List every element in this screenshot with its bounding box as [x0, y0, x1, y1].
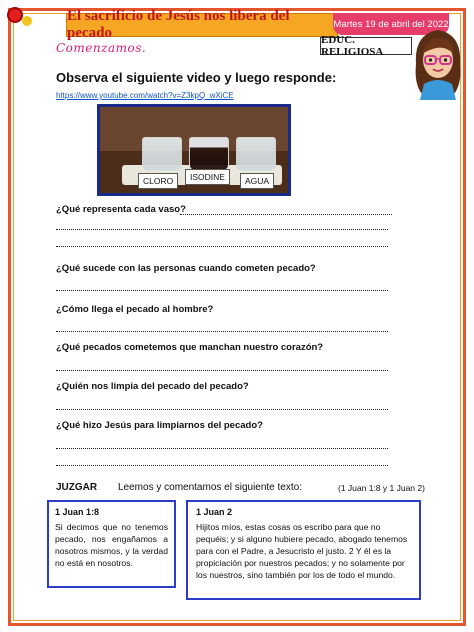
passage-box-1: [47, 500, 176, 588]
passage-box-2: [186, 500, 421, 600]
question-5: ¿Quién nos limpia del pecado del pecado?: [56, 381, 249, 392]
label-cloro: CLORO: [138, 173, 178, 189]
glass-agua: [236, 137, 276, 171]
passage-text: Hijitos míos, estas cosas os escribo para que no pequéis; y si alguno hubiere pecado, abogado tenemos para con el Padre, a Jesucristo el justo. 2 Y él es la propiciación por nuestros pecados; y no solamente por los nuestros, sino también por los de todo el mundo.: [196, 522, 408, 580]
question-2: ¿Qué sucede con las personas cuando cometen pecado?: [56, 263, 316, 274]
passage-ref: 1 Juan 2: [196, 507, 233, 517]
answer-line[interactable]: [56, 331, 388, 332]
page-title: El sacrificio de Jesús nos libera del pecado: [67, 8, 290, 41]
title-banner: [66, 8, 338, 41]
juzgar-label: JUZGAR: [56, 482, 98, 493]
label-agua: AGUA: [240, 173, 274, 189]
answer-line[interactable]: [56, 290, 388, 291]
question-4: ¿Qué pecados cometemos que manchan nuestro corazón?: [56, 342, 324, 353]
answer-line[interactable]: [56, 229, 388, 230]
answer-line[interactable]: [180, 214, 392, 215]
answer-line[interactable]: [56, 246, 388, 247]
label-isodine: ISODINE: [185, 169, 230, 185]
instruction-text: Observa el siguiente video y luego responde:: [56, 70, 337, 85]
question-1: ¿Qué representa cada vaso?: [56, 204, 186, 215]
date-label: Martes 19 de abril del 2022: [333, 18, 449, 30]
juzgar-instruction: Leemos y comentamos el siguiente texto:: [118, 482, 302, 493]
glass-cloro: [142, 137, 182, 171]
passage-text: Si decimos que no tenemos pecado, nos engañamos a nosotros mismos, y la verdad no está en nosotros.: [55, 522, 168, 568]
pushpin-icon: [7, 7, 23, 23]
pushpin-accent-icon: [22, 16, 32, 26]
question-6: ¿Qué hizo Jesús para limpiarnos del pecado?: [56, 420, 263, 431]
subject-label: EDUC. RELIGIOSA: [321, 34, 384, 58]
answer-line[interactable]: [56, 370, 388, 371]
answer-line[interactable]: [56, 465, 388, 466]
video-link[interactable]: https://www.youtube.com/watch?v=Z3kpQ_wXiCE: [56, 91, 234, 100]
glass-isodine: [189, 137, 229, 171]
video-thumbnail[interactable]: [97, 104, 291, 196]
subject-badge: [320, 34, 412, 58]
juzgar-references: (1 Juan 1:8 y 1 Juan 2): [338, 483, 425, 493]
answer-line[interactable]: [56, 448, 388, 449]
answer-line[interactable]: [56, 409, 388, 410]
question-3: ¿Cómo llega el pecado al hombre?: [56, 304, 214, 315]
section-heading: Comenzamos.: [56, 41, 147, 55]
teacher-avatar-icon: [410, 24, 466, 100]
passage-ref: 1 Juan 1:8: [55, 507, 100, 517]
